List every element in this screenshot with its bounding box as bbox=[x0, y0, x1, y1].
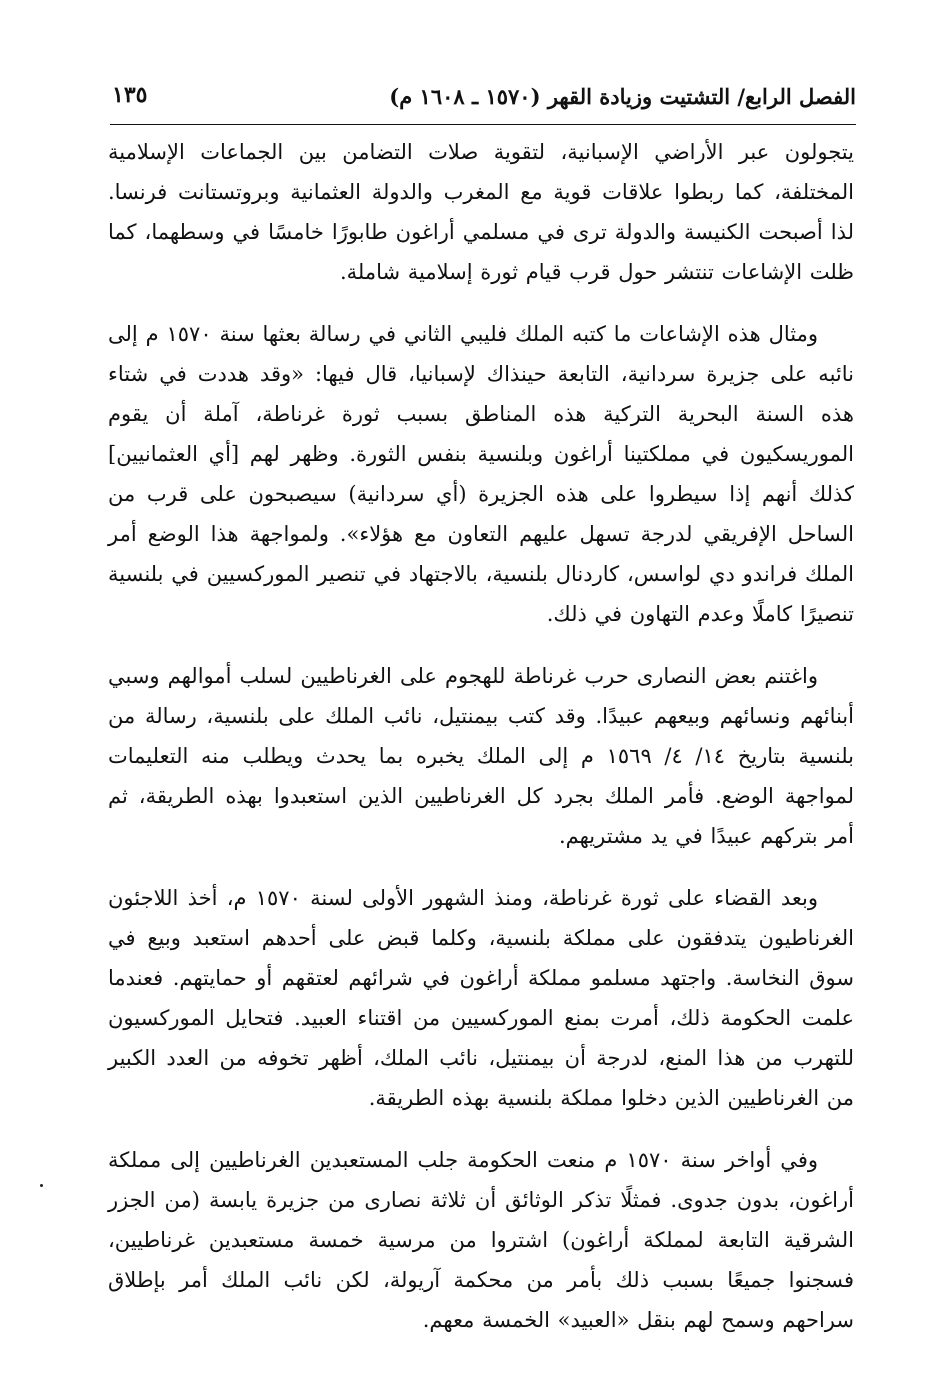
chapter-title: الفصل الرابع/ التشتيت وزيادة القهر (١٥٧٠ ـ ١٦٠٨ م) bbox=[389, 84, 856, 109]
paragraph-1: يتجولون عبر الأراضي الإسبانية، لتقوية صلات التضامن بين الجماعات الإسلامية المختلفة، كما ربطوا علاقات قوية مع المغرب والدولة العثمانية وبروتستانت فرنسا. لذا أصبحت الكنيسة والدولة ترى في مسلمي أراغون طابورًا خامسًا في وسطهما، كما ظلت الإشاعات تنتشر حول قرب قيام ثورة إسلامية شاملة. bbox=[108, 140, 854, 284]
body-text bbox=[108, 132, 854, 1362]
paragraph-4: وبعد القضاء على ثورة غرناطة، ومنذ الشهور الأولى لسنة ١٥٧٠ م، أخذ اللاجئون الغرناطيون يتدفقون على مملكة بلنسية، وكلما قبض على أحدهم استعبد وبيع في سوق النخاسة. واجتهد مسلمو مملكة أراغون في شرائهم لعتقهم أو حمايتهم. فعندما علمت الحكومة ذلك، أمرت بمنع الموركسيين من اقتناء العبيد. فتحايل الموركسيون للتهرب من هذا المنع، لدرجة أن بيمنتيل، نائب الملك، أظهر تخوفه من العدد الكبير من الغرناطيين الذين دخلوا مملكة بلنسية بهذه الطريقة. bbox=[108, 886, 854, 1110]
paragraph-2: ومثال هذه الإشاعات ما كتبه الملك فليبي الثاني في رسالة بعثها سنة ١٥٧٠ م إلى نائبه على جزيرة سردانية، التابعة حينذاك لإسبانيا، قال فيها: «وقد هددت في شتاء هذه السنة البحرية التركية هذه المناطق بسبب ثورة غرناطة، آملة أن يقوم الموريسكيون في مملكتينا أراغون وبلنسية بنفس الثورة. وظهر لهم [أي العثمانيين] كذلك أنهم إذا سيطروا على هذه الجزيرة (أي سردانية) سيصبحون على قرب من الساحل الإفريقي لدرجة تسهل عليهم التعاون مع هؤلاء». ولمواجهة هذا الوضع أمر الملك فراندو دي لواسس، كاردنال بلنسية، بالاجتهاد في تنصير الموركسيين في بلنسية تنصيرًا كاملًا وعدم التهاون في ذلك. bbox=[108, 322, 854, 626]
paragraph-3: واغتنم بعض النصارى حرب غرناطة للهجوم على الغرناطيين لسلب أموالهم وسبي أبنائهم ونسائهم وبيعهم عبيدًا. وقد كتب بيمنتيل، نائب الملك على بلنسية، رسالة من بلنسية بتاريخ ١٤/ ٤/ ١٥٦٩ م إلى الملك يخبره بما يحدث ويطلب منه التعليمات لمواجهة الوضع. فأمر الملك بجرد كل الغرناطيين الذين استعبدوا بهذه الطريقة، ثم أمر بتركهم عبيدًا في يد مشتريهم. bbox=[108, 664, 854, 848]
running-header bbox=[110, 74, 856, 125]
page-number: ١٣٥ bbox=[112, 82, 148, 108]
paragraph-5: وفي أواخر سنة ١٥٧٠ م منعت الحكومة جلب المستعبدين الغرناطيين إلى مملكة أراغون، بدون جدوى. فمثلًا تذكر الوثائق أن ثلاثة نصارى من جزيرة يابسة (من الجزر الشرقية التابعة لمملكة أراغون) اشتروا من مرسية خمسة مستعبدين غرناطيين، فسجنوا جميعًا بسبب ذلك بأمر من محكمة آريولة، لكن نائب الملك أمر بإطلاق سراحهم وسمح لهم بنقل «العبيد» الخمسة معهم. bbox=[108, 1148, 854, 1332]
stray-ink-mark bbox=[40, 1184, 43, 1187]
